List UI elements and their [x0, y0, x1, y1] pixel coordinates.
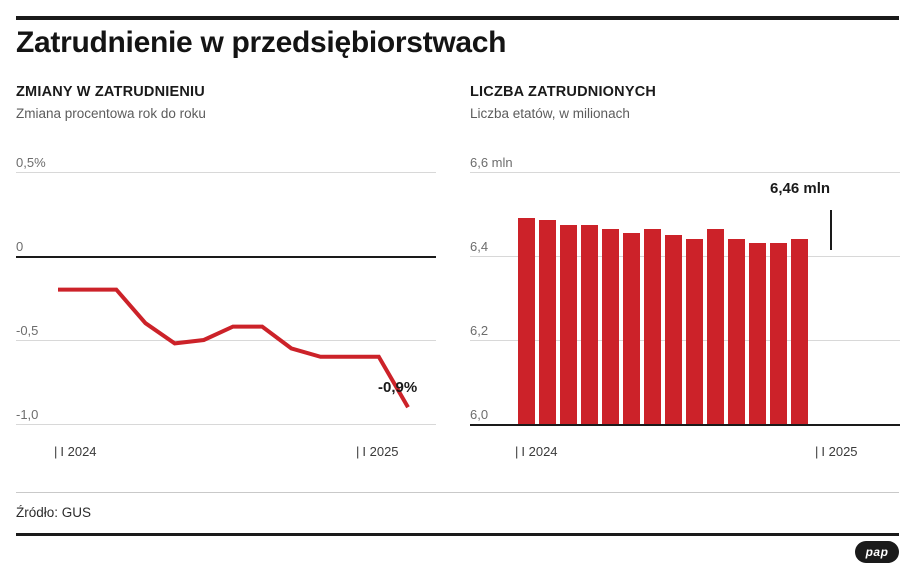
- tick-mark-icon: |: [515, 444, 519, 459]
- right-xtick-start-label: I 2024: [521, 444, 558, 459]
- source-note: Źródło: GUS: [16, 505, 92, 520]
- bar: [749, 243, 766, 424]
- chart-panel-employment-change: [16, 84, 436, 474]
- left-xtick-end: [356, 444, 399, 459]
- right-ytick-2: 6,2: [470, 323, 489, 338]
- right-baseline: [470, 424, 900, 426]
- page-title: Zatrudnienie w przedsiębiorstwach: [16, 26, 507, 59]
- source-divider: [16, 492, 899, 493]
- left-chart-subtitle: Zmiana procentowa rok do roku: [16, 106, 206, 121]
- right-callout-line: [830, 210, 832, 250]
- left-ytick-2: -0,5: [16, 323, 39, 338]
- left-xtick-start: [54, 444, 97, 459]
- bar: [518, 218, 535, 424]
- chart-panel-employment-count: [470, 84, 900, 474]
- right-ytick-0: 6,6 mln: [470, 155, 513, 170]
- left-chart-title: ZMIANY W ZATRUDNIENIU: [16, 84, 205, 100]
- tick-mark-icon: |: [815, 444, 819, 459]
- right-chart-subtitle: Liczba etatów, w milionach: [470, 106, 630, 121]
- tick-mark-icon: |: [356, 444, 360, 459]
- left-ytick-3: -1,0: [16, 407, 39, 422]
- left-xtick-start-label: I 2024: [60, 444, 97, 459]
- bar: [665, 235, 682, 424]
- right-xtick-end: [815, 444, 858, 459]
- pap-logo: pap: [855, 541, 899, 563]
- left-ytick-0: 0,5%: [16, 155, 46, 170]
- top-divider: [16, 16, 899, 20]
- bar: [728, 239, 745, 424]
- employment-count-bars: [518, 154, 808, 424]
- bar: [707, 229, 724, 424]
- bar: [560, 225, 577, 425]
- tick-mark-icon: |: [54, 444, 58, 459]
- left-xtick-end-label: I 2025: [362, 444, 399, 459]
- bar: [644, 229, 661, 424]
- right-value-annotation: 6,46 mln: [770, 180, 831, 197]
- right-xtick-start: [515, 444, 558, 459]
- right-ytick-1: 6,4: [470, 239, 489, 254]
- left-plot-area: [16, 154, 436, 459]
- bar: [539, 220, 556, 424]
- bottom-divider: [16, 533, 899, 536]
- bar: [602, 229, 619, 424]
- right-plot-area: [470, 154, 900, 459]
- right-xtick-end-label: I 2025: [821, 444, 858, 459]
- bar: [686, 239, 703, 424]
- bar: [770, 243, 787, 424]
- bar: [623, 233, 640, 424]
- right-chart-title: LICZBA ZATRUDNIONYCH: [470, 84, 657, 100]
- left-value-annotation: -0,9%: [378, 379, 418, 396]
- left-ytick-1: 0: [16, 239, 24, 254]
- bar: [791, 239, 808, 424]
- employment-change-line: [16, 154, 436, 454]
- bar: [581, 225, 598, 425]
- right-ytick-3: 6,0: [470, 407, 489, 422]
